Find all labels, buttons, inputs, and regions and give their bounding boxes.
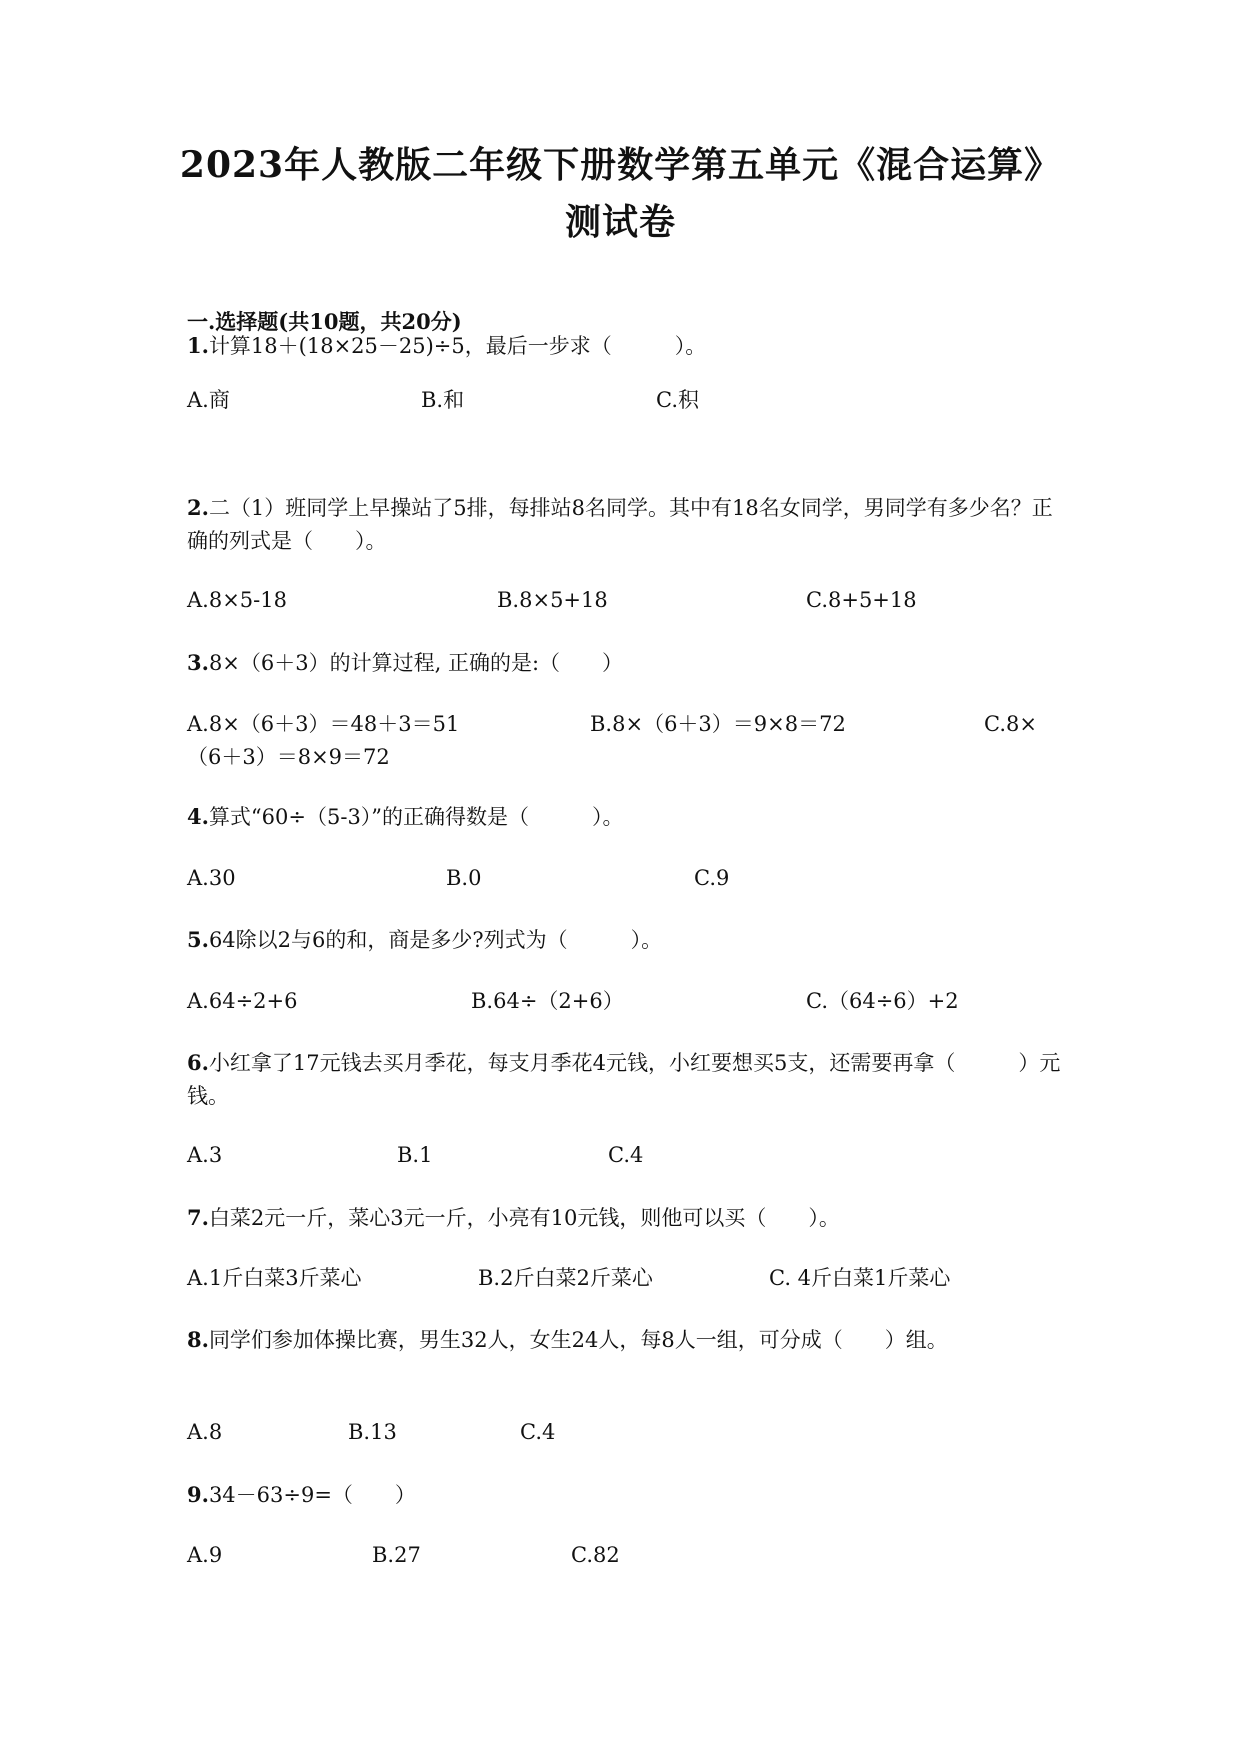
question-9 [187, 1478, 1067, 1512]
question-7 [187, 1201, 1067, 1235]
option-b: B.2斤白菜2斤菜心 [478, 1266, 653, 1290]
option-b: B.8×5+18 [497, 588, 608, 612]
option-a: A.30 [187, 866, 236, 890]
option-b: B.8×（6＋3）＝9×8＝72 [590, 712, 846, 736]
question-3 [187, 646, 1067, 680]
option-a: A.9 [187, 1543, 223, 1567]
option-c: C.8×（6＋3）＝8×9＝72 [187, 712, 1037, 769]
question-number: 9. [187, 1482, 209, 1507]
option-b: B.27 [372, 1543, 421, 1567]
question-4 [187, 800, 1067, 834]
option-b: B.和 [421, 388, 465, 412]
option-c: C.8+5+18 [806, 588, 917, 612]
question-text: 小红拿了17元钱去买月季花，每支月季花4元钱，小红要想买5支，还需要再拿（ ）元钱。 [187, 1051, 1061, 1108]
option-b: B.1 [397, 1143, 433, 1167]
option-c: C. 4斤白菜1斤菜心 [769, 1266, 951, 1290]
question-number: 6. [187, 1050, 209, 1075]
option-a: A.1斤白菜3斤菜心 [187, 1266, 362, 1290]
question-number: 2. [187, 495, 209, 520]
question-text: 同学们参加体操比赛，男生32人，女生24人，每8人一组，可分成（ ）组。 [208, 1328, 948, 1352]
option-a: A.3 [187, 1143, 223, 1167]
option-b: B.13 [348, 1420, 397, 1444]
option-a: A.8×5-18 [187, 588, 287, 612]
question-number: 4. [187, 804, 209, 829]
question-text: 34－63÷9=（ ） [208, 1483, 416, 1507]
question-1 [187, 329, 1067, 363]
option-a: A.8 [187, 1420, 223, 1444]
question-number: 7. [187, 1205, 209, 1230]
option-b: B.0 [446, 866, 482, 890]
option-c: C.积 [656, 388, 699, 412]
question-2 [187, 491, 1067, 558]
question-number: 8. [187, 1327, 209, 1352]
question-text: 64除以2与6的和，商是多少?列式为（ ）。 [208, 928, 663, 952]
question-number: 1. [187, 333, 209, 358]
question-number: 3. [187, 650, 209, 675]
question-text: 8×（6＋3）的计算过程, 正确的是:（ ） [208, 651, 624, 675]
option-c: C.（64÷6）+2 [806, 989, 959, 1013]
question-6 [187, 1046, 1067, 1113]
option-b: B.64÷（2+6） [471, 989, 624, 1013]
option-a: A.商 [187, 388, 230, 412]
option-c: C.4 [608, 1143, 644, 1167]
option-a: A.64÷2+6 [187, 989, 298, 1013]
option-c: C.9 [694, 866, 730, 890]
option-c: C.4 [520, 1420, 556, 1444]
question-text: 算式“60÷（5-3）”的正确得数是（ ）。 [208, 805, 624, 829]
question-text: 二（1）班同学上早操站了5排，每排站8名同学。其中有18名女同学，男同学有多少名？正确的列式是（ ）。 [187, 496, 1053, 553]
question-8 [187, 1323, 1067, 1357]
option-c: C.82 [571, 1543, 620, 1567]
question-number: 5. [187, 927, 209, 952]
question-5 [187, 923, 1067, 957]
question-text: 白菜2元一斤，菜心3元一斤，小亮有10元钱，则他可以买（ ）。 [208, 1206, 840, 1230]
option-a: A.8×（6＋3）＝48＋3＝51 [187, 712, 460, 736]
page-title-line2: 测试卷 [564, 201, 676, 243]
question-text: 计算18＋(18×25－25)÷5，最后一步求（ ）。 [208, 334, 707, 358]
page-title-line1: 2023年人教版二年级下册数学第五单元《混合运算》 [179, 144, 1062, 186]
section-heading: 一.选择题(共10题，共20分) [187, 309, 462, 334]
